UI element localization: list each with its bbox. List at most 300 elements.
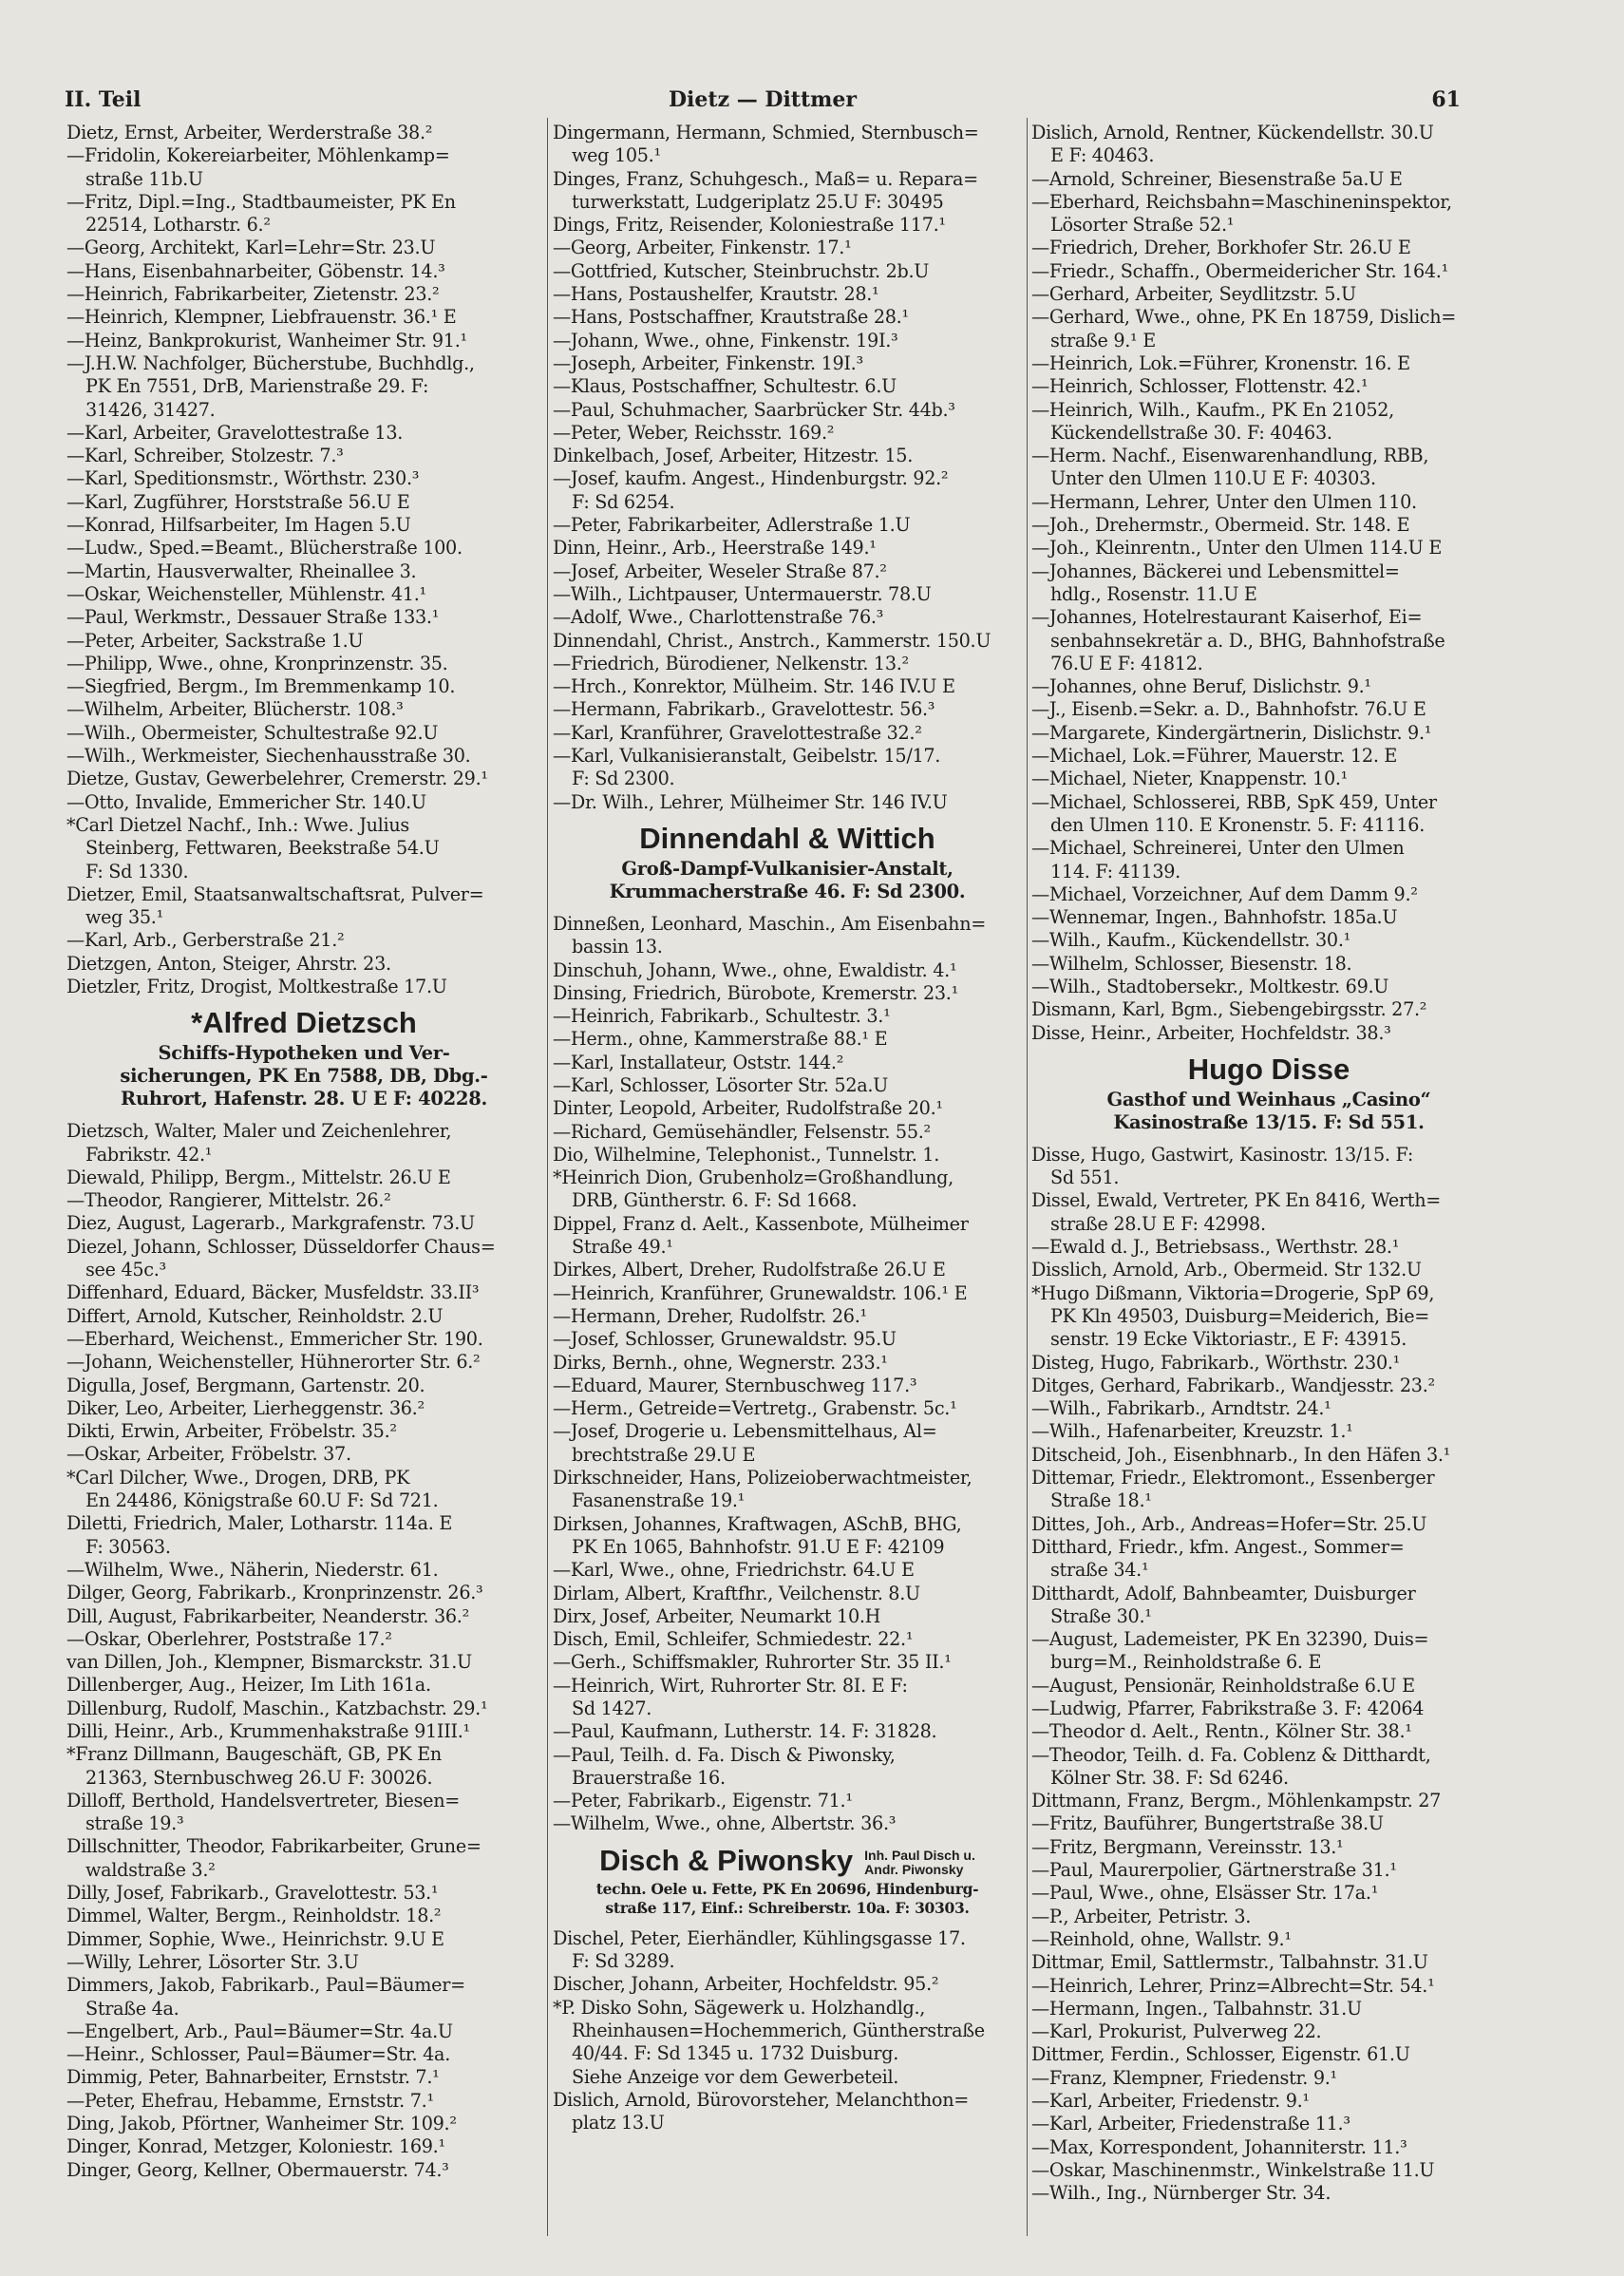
entry-line: —Wilh., Fabrikarb., Arndtstr. 24.¹: [1031, 1397, 1331, 1420]
directory-entry: [1031, 1236, 1506, 1259]
entry-line: Dislich, Arnold, Bürovorsteher, Melanchthon=: [553, 2088, 970, 2111]
entry-continuation: 40/44. F: Sd 1345 u. 1732 Duisburg.: [572, 2042, 899, 2065]
directory-entry: [553, 1790, 1022, 1812]
entry-line: —Joh., Drehermstr., Obermeid. Str. 148. E: [1031, 514, 1410, 537]
directory-entry: [66, 1120, 541, 1166]
entry-line: Dietzler, Fritz, Drogist, Moltkestraße 17.U: [66, 975, 447, 997]
entry-line: —Josef, kaufm. Angest., Hindenburgstr. 92.²: [553, 467, 949, 490]
directory-entry: [1031, 283, 1506, 306]
entry-continuation: PK En 7551, DrB, Marienstraße 29. F:: [85, 375, 429, 398]
entry-continuation: F: Sd 6254.: [572, 490, 675, 513]
directory-entry: [553, 675, 1022, 698]
directory-entry: [66, 1166, 541, 1189]
entry-line: Dissel, Ewald, Vertreter, PK En 8416, Werth=: [1031, 1189, 1442, 1212]
entry-line: Dillenberger, Aug., Heizer, Im Lith 161a.: [66, 1674, 431, 1697]
entry-line: Dittes, Joh., Arb., Andreas=Hofer=Str. 25.U: [1031, 1512, 1427, 1535]
directory-entry: [66, 330, 541, 352]
ad-line: sicherungen, PK En 7588, DB, Dbg.-: [120, 1065, 488, 1088]
directory-entry: [553, 306, 1022, 329]
directory-entry: [553, 214, 1022, 237]
directory-entry: [66, 1467, 541, 1513]
entry-line: —Franz, Klempner, Friedenstr. 9.¹: [1031, 2066, 1337, 2089]
entry-continuation: Sd 1427.: [572, 1698, 652, 1719]
entry-continuation: Lösorter Straße 52.¹: [1050, 214, 1235, 237]
entry-line: —Karl, Arbeiter, Gravelottestraße 13.: [66, 421, 404, 444]
directory-entry: [66, 791, 541, 814]
entry-line: —Eduard, Maurer, Sternbuschweg 117.³: [553, 1374, 917, 1396]
directory-entry: [1031, 1536, 1506, 1583]
directory-entry: [66, 929, 541, 952]
entry-line: Dikti, Erwin, Arbeiter, Fröbelstr. 35.²: [66, 1420, 397, 1443]
directory-entry: [1031, 2020, 1506, 2043]
ad-firm-name: Hugo Disse: [1187, 1052, 1350, 1086]
entry-line: Diez, August, Lagerarb., Markgrafenstr. 73.U: [66, 1212, 475, 1235]
entry-line: —Heinr., Schlosser, Paul=Bäumer=Str. 4a.: [66, 2043, 450, 2066]
entry-continuation: F: 30563.: [85, 1535, 171, 1558]
directory-entry: [1031, 1790, 1506, 1812]
ad-owner-line: Andr. Piwonsky: [864, 1861, 964, 1877]
directory-entry: [66, 606, 541, 629]
entry-continuation: bassin 13.: [572, 936, 663, 958]
entry-line: Disse, Heinr., Arbeiter, Hochfeldstr. 38.³: [1031, 1021, 1391, 1044]
directory-entry: [66, 1559, 541, 1582]
entry-continuation: Brauerstraße 16.: [572, 1766, 726, 1789]
entry-line: —Arnold, Schreiner, Biesenstraße 5a.U E: [1031, 167, 1403, 190]
ad-line: Schiffs-Hypotheken und Ver-: [158, 1042, 450, 1065]
directory-entry: [66, 1674, 541, 1697]
directory-entry: [1031, 745, 1506, 768]
entry-continuation: PK Kln 49503, Duisburg=Meiderich, Bie=: [1050, 1304, 1430, 1327]
entry-line: —Johannes, Bäckerei und Lebensmittel=: [1031, 560, 1400, 582]
directory-entry: [1031, 2136, 1506, 2159]
entry-line: —Wilh., Ing., Nürnberger Str. 34.: [1031, 2182, 1331, 2205]
directory-entry: [66, 1328, 541, 1351]
directory-entry: [66, 1720, 541, 1743]
entry-line: Dinschuh, Johann, Wwe., ohne, Ewaldistr. 4.¹: [553, 958, 957, 981]
directory-entry: [553, 422, 1022, 445]
entry-line: Disteg, Hugo, Fabrikarb., Wörthstr. 230.¹: [1031, 1351, 1401, 1374]
entry-continuation: hdlg., Rosenstr. 11.U E: [1050, 582, 1257, 605]
directory-entry: [553, 1213, 1022, 1260]
entry-line: —Fritz, Bergmann, Vereinsstr. 13.¹: [1031, 1835, 1344, 1858]
entry-line: Dill, August, Fabrikarbeiter, Neanderstr. 36.²: [66, 1604, 469, 1627]
entry-line: Dittmann, Franz, Bergm., Möhlenkampstr. 27: [1031, 1790, 1442, 1812]
directory-entry: [553, 1559, 1022, 1582]
entry-line: Dietz, Ernst, Arbeiter, Werderstraße 38.²: [66, 122, 433, 143]
directory-entry: [1031, 1259, 1506, 1281]
directory-entry: [1031, 1906, 1506, 1928]
entry-continuation: waldstraße 3.²: [85, 1858, 216, 1881]
directory-entry: [1031, 1189, 1506, 1236]
directory-entry: [66, 1951, 541, 1974]
directory-entry: [66, 2043, 541, 2066]
entry-continuation: platz 13.U: [572, 2112, 665, 2134]
directory-entry: [553, 1052, 1022, 1074]
directory-entry: [553, 791, 1022, 814]
entry-continuation: 22514, Lotharstr. 6.²: [85, 214, 271, 237]
directory-entry: [553, 1028, 1022, 1051]
entry-line: *Carl Dietzel Nachf., Inh.: Wwe. Julius: [66, 813, 409, 836]
entry-line: —Wilh., Hafenarbeiter, Kreuzstr. 1.¹: [1031, 1420, 1353, 1443]
entry-line: *P. Disko Sohn, Sägewerk u. Holzhandlg.,: [553, 1996, 926, 2019]
entry-line: Dingermann, Hermann, Schmied, Sternbusch=: [553, 122, 979, 143]
entry-line: Dislich, Arnold, Rentner, Kückendellstr. 30.U: [1031, 122, 1434, 143]
entry-line: —Engelbert, Arb., Paul=Bäumer=Str. 4a.U: [66, 2020, 453, 2042]
entry-line: Dillschnitter, Theodor, Fabrikarbeiter, Grune=: [66, 1835, 482, 1858]
directory-entry: [553, 1744, 1022, 1791]
entry-line: —Wennemar, Ingen., Bahnhofstr. 185a.U: [1031, 906, 1398, 929]
directory-entry: [66, 722, 541, 745]
entry-line: —Wilh., Stadtobersekr., Moltkestr. 69.U: [1031, 975, 1389, 997]
directory-entry: [66, 1928, 541, 1951]
entry-line: —Georg, Architekt, Karl=Lehr=Str. 23.U: [66, 237, 436, 259]
directory-entry: [553, 1121, 1022, 1144]
advertisement: [553, 1842, 1022, 1918]
directory-entry: [1031, 1882, 1506, 1905]
entry-continuation: Steinberg, Fettwaren, Beekstraße 54.U: [85, 837, 440, 860]
directory-entry: [553, 913, 1022, 959]
entry-line: —Michael, Schlosserei, RBB, SpK 459, Unter: [1031, 790, 1437, 813]
column-divider: [1027, 118, 1028, 2236]
directory-entry: [1031, 1022, 1506, 1045]
entry-line: Dinn, Heinr., Arb., Heerstraße 149.¹: [553, 537, 877, 560]
entry-line: —Wilh., Kaufm., Kückendellstr. 30.¹: [1031, 929, 1351, 952]
directory-entry: [553, 1927, 1022, 1974]
entry-line: Dittemar, Friedr., Elektromont., Essenberger: [1031, 1467, 1435, 1489]
directory-entry: [553, 745, 1022, 791]
entry-line: —Karl, Vulkanisieranstalt, Geibelstr. 15/17.: [553, 745, 941, 768]
directory-entry: [553, 467, 1022, 514]
entry-line: —Karl, Arbeiter, Friedenstr. 9.¹: [1031, 2090, 1310, 2113]
entry-continuation: turwerkstatt, Ludgeriplatz 25.U F: 30495: [572, 190, 944, 213]
directory-entry: [66, 1189, 541, 1212]
directory-entry: [553, 1375, 1022, 1397]
directory-entry: [553, 352, 1022, 375]
directory-entry: [1031, 2090, 1506, 2113]
directory-entry: [66, 745, 541, 768]
directory-entry: [1031, 998, 1506, 1021]
entry-line: —Oskar, Oberlehrer, Poststraße 17.²: [66, 1627, 392, 1650]
entry-line: Dischel, Peter, Eierhändler, Kühlingsgasse 17.: [553, 1926, 966, 1949]
directory-entry: [1031, 1859, 1506, 1882]
entry-line: —Heinrich, Kranführer, Grunewaldstr. 106.¹ E: [553, 1281, 968, 1304]
directory-entry: [66, 768, 541, 790]
directory-entry: [1031, 883, 1506, 906]
directory-entry: [553, 560, 1022, 583]
ad-line: techn. Oele u. Fette, PK En 20696, Hindenburg-: [595, 1879, 979, 1898]
directory-entry: [553, 959, 1022, 982]
directory-entry: [66, 583, 541, 606]
directory-entry: [1031, 514, 1506, 537]
entry-line: Dirkes, Albert, Dreher, Rudolfstraße 26.U E: [553, 1259, 946, 1281]
directory-entry: [66, 260, 541, 283]
directory-entry: [1031, 168, 1506, 191]
entry-line: Dietze, Gustav, Gewerbelehrer, Cremerstr. 29.¹: [66, 768, 488, 790]
entry-line: —Michael, Schreinerei, Unter den Ulmen: [1031, 837, 1405, 860]
entry-line: —Josef, Drogerie u. Lebensmittelhaus, Al=: [553, 1420, 937, 1443]
directory-entry: [1031, 1951, 1506, 1974]
entry-line: Dietzgen, Anton, Steiger, Ahrstr. 23.: [66, 952, 391, 975]
directory-entry: [553, 1097, 1022, 1120]
directory-entry: [66, 1698, 541, 1720]
entry-continuation: Unter den Ulmen 110.U E F: 40303.: [1050, 467, 1376, 490]
directory-entry: [66, 1375, 541, 1397]
entry-line: —P., Arbeiter, Petristr. 3.: [1031, 1905, 1252, 1927]
directory-entry: [553, 1397, 1022, 1420]
entry-continuation: straße 34.¹: [1050, 1559, 1149, 1582]
directory-entry: [553, 122, 1022, 168]
directory-entry: [553, 1144, 1022, 1166]
entry-line: —Wilh., Werkmeister, Siechenhausstraße 30.: [66, 745, 471, 768]
entry-line: Dietzer, Emil, Staatsanwaltschaftsrat, Pulver=: [66, 882, 484, 905]
entry-line: —Theodor, Rangierer, Mittelstr. 26.²: [66, 1189, 391, 1212]
entry-line: Dimmel, Walter, Bergm., Reinholdstr. 18.²: [66, 1905, 442, 1927]
entry-line: —Oskar, Weichensteller, Mühlenstr. 41.¹: [66, 582, 426, 605]
directory-entry: [66, 1351, 541, 1374]
entry-line: —Heinrich, Lehrer, Prinz=Albrecht=Str. 54.¹: [1031, 1974, 1435, 1997]
directory-entry: [1031, 1144, 1506, 1190]
entry-line: *Hugo Dißmann, Viktoria=Drogerie, SpP 69,: [1031, 1281, 1435, 1304]
directory-entry: [553, 445, 1022, 467]
directory-entry: [66, 1512, 541, 1559]
directory-entry: [66, 883, 541, 930]
entry-line: —Peter, Fabrikarbeiter, Adlerstraße 1.U: [553, 514, 911, 537]
advertisement: [66, 1004, 541, 1110]
entry-line: —Martin, Hausverwalter, Rheinallee 3.: [66, 560, 417, 582]
entry-line: —Heinrich, Klempner, Liebfrauenstr. 36.¹ E: [66, 306, 457, 329]
entry-continuation: E F: 40463.: [1050, 144, 1155, 167]
entry-line: Dinkelbach, Josef, Arbeiter, Hitzestr. 15.: [553, 445, 913, 467]
entry-line: Diezel, Johann, Schlosser, Düsseldorfer Chaus=: [66, 1235, 496, 1258]
entry-line: Disslich, Arnold, Arb., Obermeid. Str 132.U: [1031, 1259, 1422, 1281]
entry-line: —Hermann, Fabrikarb., Gravelottestr. 56.³: [553, 698, 935, 721]
entry-line: —Johann, Wwe., ohne, Finkenstr. 19I.³: [553, 329, 898, 351]
entry-line: —Joh., Kleinrentn., Unter den Ulmen 114.U E: [1031, 537, 1443, 560]
directory-entry: [553, 630, 1022, 653]
entry-line: —August, Lademeister, PK En 32390, Duis=: [1031, 1628, 1429, 1651]
entry-line: —Hans, Eisenbahnarbeiter, Göbenstr. 14.³: [66, 259, 445, 282]
directory-entry: [1031, 122, 1506, 168]
directory-entry: [1031, 1282, 1506, 1352]
directory-entry: [1031, 1397, 1506, 1420]
directory-entry: [66, 560, 541, 583]
entry-line: —Johannes, Hotelrestaurant Kaiserhof, Ei=: [1031, 606, 1423, 629]
entry-line: —Karl, Schreiber, Stolzestr. 7.³: [66, 445, 344, 467]
entry-line: —Willy, Lehrer, Lösorter Str. 3.U: [66, 1950, 359, 1973]
entry-line: —Karl, Wwe., ohne, Friedrichstr. 64.U E: [553, 1559, 915, 1582]
entry-line: —Theodor d. Aelt., Rentn., Kölner Str. 38.¹: [1031, 1720, 1412, 1743]
entry-line: Dirlam, Albert, Kraftfhr., Veilchenstr. 8.U: [553, 1582, 920, 1604]
entry-line: Dinnendahl, Christ., Anstrch., Kammerstr. 150.U: [553, 629, 991, 652]
entry-continuation: Kölner Str. 38. F: Sd 6246.: [1050, 1766, 1289, 1789]
directory-entry: [553, 722, 1022, 745]
advertisement: [1031, 1051, 1506, 1134]
directory-entry: [553, 168, 1022, 215]
entry-line: Dittmer, Ferdin., Schlosser, Eigenstr. 61.U: [1031, 2043, 1410, 2066]
ad-line: Groß-Dampf-Vulkanisier-Anstalt,: [621, 857, 954, 880]
entry-continuation: Fasanenstraße 19.¹: [572, 1489, 746, 1512]
directory-entry: [1031, 1928, 1506, 1951]
entry-line: Dirksen, Johannes, Kraftwagen, ASchB, BHG,: [553, 1512, 962, 1535]
entry-line: —Johann, Weichensteller, Hühnerorter Str. 6.²: [66, 1351, 481, 1374]
entry-continuation: F: Sd 1330.: [85, 860, 189, 882]
directory-entry: [1031, 375, 1506, 398]
entry-line: Dinter, Leopold, Arbeiter, Rudolfstraße 20.¹: [553, 1097, 943, 1120]
directory-entry: [66, 1281, 541, 1304]
entry-continuation: 31426, 31427.: [85, 398, 216, 421]
entry-line: Dirks, Bernh., ohne, Wegnerstr. 233.¹: [553, 1351, 888, 1374]
entry-line: *Heinrich Dion, Grubenholz=Großhandlung,: [553, 1166, 954, 1189]
entry-line: —Karl, Installateur, Oststr. 144.²: [553, 1051, 844, 1073]
entry-line: —Hrch., Konrektor, Mülheim. Str. 146 IV.U E: [553, 675, 955, 698]
directory-entry: [553, 1467, 1022, 1513]
directory-entry: [553, 1628, 1022, 1651]
entry-line: Dilly, Josef, Fabrikarb., Gravelottestr. 53.¹: [66, 1882, 439, 1905]
ad-owner-line: Inh. Paul Disch u.: [864, 1847, 975, 1863]
ad-title: [553, 820, 1022, 858]
directory-entry: [66, 953, 541, 976]
directory-entry: [553, 1675, 1022, 1721]
directory-entry: [553, 1997, 1022, 2089]
directory-entry: [66, 491, 541, 514]
entry-line: Differt, Arnold, Kutscher, Reinholdstr. 2.U: [66, 1304, 444, 1327]
entry-line: Dinger, Konrad, Metzger, Koloniestr. 169.¹: [66, 2135, 445, 2158]
directory-entry: [553, 1305, 1022, 1328]
entry-line: —Heinrich, Fabrikarb., Schultestr. 3.¹: [553, 1005, 891, 1028]
directory-entry: [66, 1605, 541, 1628]
entry-line: —Karl, Arb., Gerberstraße 21.²: [66, 929, 345, 952]
entry-line: —Joseph, Arbeiter, Finkenstr. 19I.³: [553, 351, 863, 374]
ad-line: Kasinostraße 13/15. F: Sd 551.: [1113, 1110, 1425, 1133]
entry-line: —Oskar, Maschinenmstr., Winkelstraße 11.U: [1031, 2158, 1435, 2181]
entry-continuation: brechtstraße 29.U E: [572, 1443, 756, 1466]
entry-line: —Otto, Invalide, Emmericher Str. 140.U: [66, 790, 426, 813]
entry-line: Disse, Hugo, Gastwirt, Kasinostr. 13/15. F:: [1031, 1143, 1414, 1166]
directory-entry: [553, 1651, 1022, 1674]
entry-line: —Gerh., Schiffsmakler, Ruhrorter Str. 35 II.¹: [553, 1651, 952, 1674]
entry-continuation: Fabrikstr. 42.¹: [85, 1143, 213, 1166]
ad-line: straße 117, Einf.: Schreiberstr. 10a. F: 30303.: [605, 1898, 970, 1917]
directory-entry: [553, 1513, 1022, 1560]
directory-entry: [66, 675, 541, 698]
entry-line: —Siegfried, Bergm., Im Bremmenkamp 10.: [66, 675, 456, 698]
directory-entry: [66, 237, 541, 259]
directory-entry: [66, 976, 541, 998]
entry-line: —J., Eisenb.=Sekr. a. D., Bahnhofstr. 76.U E: [1031, 698, 1426, 721]
entry-line: —Johannes, ohne Beruf, Dislichstr. 9.¹: [1031, 675, 1371, 698]
entry-line: Digulla, Josef, Bergmann, Gartenstr. 20.: [66, 1374, 425, 1396]
entry-continuation: senbahnsekretär a. D., BHG, Bahnhofstraße: [1050, 629, 1445, 652]
entry-continuation: 21363, Sternbuschweg 26.U F: 30026.: [85, 1766, 433, 1789]
ad-firm-name: Disch & Piwonsky: [599, 1843, 854, 1877]
entry-line: Dimmig, Peter, Bahnarbeiter, Ernststr. 7.¹: [66, 2066, 440, 2089]
ad-line: Krummacherstraße 46. F: Sd 2300.: [609, 880, 966, 902]
directory-entry: [66, 1420, 541, 1443]
entry-continuation: see 45c.³: [85, 1259, 166, 1281]
entry-line: —Heinrich, Fabrikarbeiter, Zietenstr. 23.²: [66, 283, 440, 306]
entry-line: —Adolf, Wwe., Charlottenstraße 76.³: [553, 606, 884, 629]
directory-entry: [66, 1443, 541, 1466]
entry-line: —Friedrich, Bürodiener, Nelkenstr. 13.²: [553, 652, 909, 674]
directory-entry: [1031, 1836, 1506, 1859]
directory-entry: [66, 1905, 541, 1927]
directory-entry: [1031, 2043, 1506, 2066]
entry-line: Dinger, Georg, Kellner, Obermauerstr. 74.³: [66, 2158, 449, 2181]
column-divider: [547, 118, 548, 2236]
entry-line: Dietzsch, Walter, Maler und Zeichenlehrer,: [66, 1120, 452, 1143]
entry-line: Dirx, Josef, Arbeiter, Neumarkt 10.H: [553, 1604, 881, 1627]
entry-line: —Gottfried, Kutscher, Steinbruchstr. 2b.U: [553, 259, 930, 282]
entry-line: Ditges, Gerhard, Fabrikarb., Wandjesstr. 23.²: [1031, 1374, 1435, 1396]
entry-line: Dilloff, Berthold, Handelsvertreter, Biesen=: [66, 1789, 461, 1811]
entry-line: —Max, Korrespondent, Johanniterstr. 11.³: [1031, 2135, 1407, 2158]
entry-line: —Wilh., Obermeister, Schultestraße 92.U: [66, 721, 439, 744]
directory-entry: [66, 653, 541, 675]
entry-line: Dippel, Franz d. Aelt., Kassenbote, Mülheimer: [553, 1212, 969, 1235]
ad-owner-note: [864, 1849, 975, 1877]
directory-entry: [1031, 491, 1506, 514]
entry-line: —Gerhard, Arbeiter, Seydlitzstr. 5.U: [1031, 283, 1356, 306]
directory-entry: [1031, 906, 1506, 929]
entry-line: —Paul, Wwe., ohne, Elsässer Str. 17a.¹: [1031, 1882, 1379, 1905]
entry-line: Dimmer, Sophie, Wwe., Heinrichstr. 9.U E: [66, 1927, 444, 1950]
entry-line: —Paul, Teilh. d. Fa. Disch & Piwonsky,: [553, 1743, 896, 1766]
entry-line: Dio, Wilhelmine, Telephonist., Tunnelstr. 1.: [553, 1143, 940, 1166]
entry-line: —J.H.W. Nachfolger, Bücherstube, Buchhdlg.,: [66, 351, 475, 374]
ad-title: [553, 1842, 1022, 1880]
entry-line: —Hermann, Ingen., Talbahnstr. 31.U: [1031, 1997, 1362, 2020]
directory-entry: [66, 422, 541, 445]
entry-line: —Georg, Arbeiter, Finkenstr. 17.¹: [553, 237, 852, 259]
entry-continuation: F: Sd 2300.: [572, 768, 675, 790]
entry-line: —Peter, Ehefrau, Hebamme, Ernststr. 7.¹: [66, 2089, 434, 2112]
entry-line: —Friedr., Schaffn., Obermeidericher Str. 164.¹: [1031, 259, 1448, 282]
directory-entry: [1031, 976, 1506, 998]
entry-line: —Karl, Arbeiter, Friedenstraße 11.³: [1031, 2113, 1350, 2135]
directory-entry: [553, 1328, 1022, 1351]
directory-entry: [1031, 2159, 1506, 2182]
entry-line: van Dillen, Joh., Klempner, Bismarckstr. 31.U: [66, 1651, 472, 1674]
directory-entry: [1031, 791, 1506, 838]
entry-continuation: senstr. 19 Ecke Viktoriastr., E F: 43915.: [1050, 1328, 1407, 1351]
directory-entry: [1031, 953, 1506, 976]
directory-entry: [553, 2089, 1022, 2135]
entry-line: —Klaus, Postschaffner, Schultestr. 6.U: [553, 375, 897, 398]
directory-entry: [1031, 1513, 1506, 1536]
entry-line: —Karl, Prokurist, Pulverweg 22.: [1031, 2020, 1322, 2043]
entry-line: —Oskar, Arbeiter, Fröbelstr. 37.: [66, 1443, 351, 1466]
ad-line: Ruhrort, Hafenstr. 28. U E F: 40228.: [121, 1088, 487, 1110]
entry-line: —Wilhelm, Wwe., ohne, Albertstr. 36.³: [553, 1812, 897, 1835]
directory-entry: [1031, 606, 1506, 675]
entry-line: —Josef, Schlosser, Grunewaldstr. 95.U: [553, 1328, 897, 1351]
entry-line: —Peter, Weber, Reichsstr. 169.²: [553, 421, 835, 444]
ad-firm-name: Dinnendahl & Wittich: [639, 821, 935, 855]
entry-line: —Heinrich, Schlosser, Flottenstr. 42.¹: [1031, 375, 1369, 398]
entry-line: —Theodor, Teilh. d. Fa. Coblenz & Ditthardt,: [1031, 1743, 1431, 1766]
entry-continuation: Straße 18.¹: [1050, 1489, 1152, 1512]
directory-entry: [1031, 306, 1506, 352]
directory-entry: [553, 237, 1022, 259]
entry-line: *Franz Dillmann, Baugeschäft, GB, PK En: [66, 1743, 442, 1766]
entry-line: Ding, Jakob, Pförtner, Wanheimer Str. 109.²: [66, 2113, 457, 2135]
entry-line: —Peter, Fabrikarb., Eigenstr. 71.¹: [553, 1790, 853, 1812]
directory-entry: [1031, 698, 1506, 721]
directory-entry: [66, 2159, 541, 2182]
directory-entry: [1031, 237, 1506, 259]
entry-line: —Wilh., Lichtpauser, Untermauerstr. 78.U: [553, 582, 932, 605]
entry-line: Discher, Johann, Arbeiter, Hochfeldstr. 95.²: [553, 1973, 939, 1996]
